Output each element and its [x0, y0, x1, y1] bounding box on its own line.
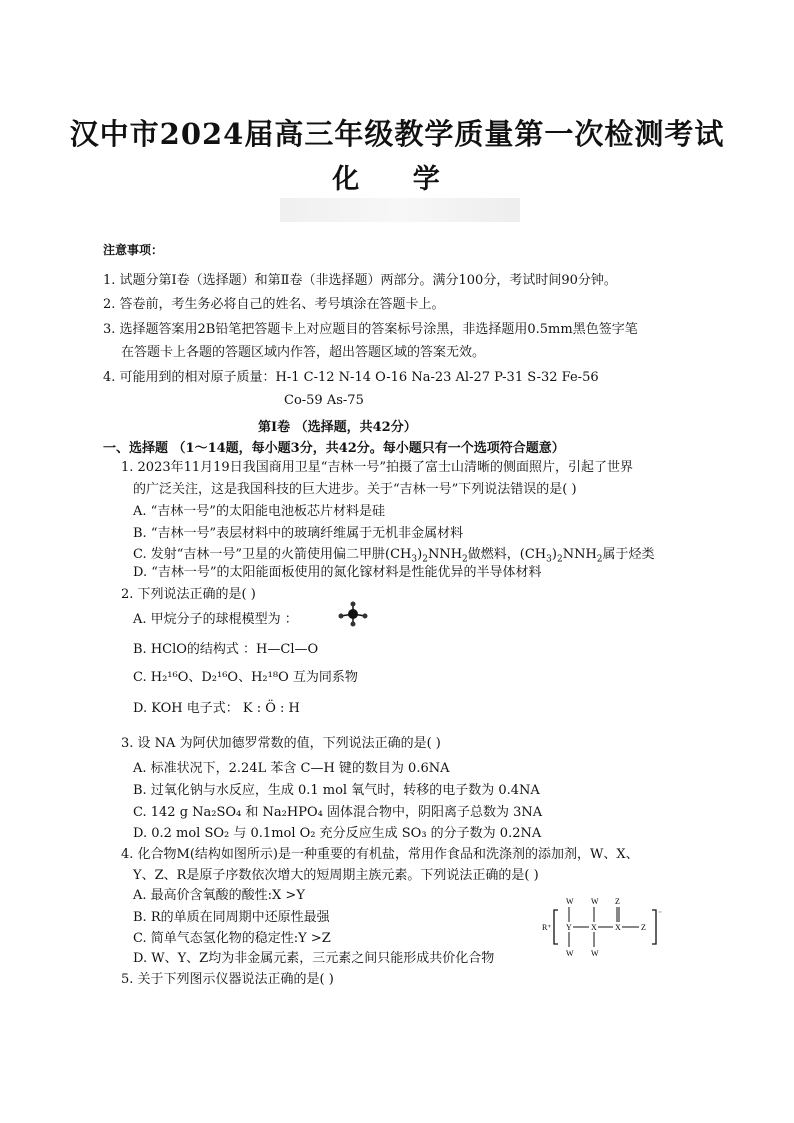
struct-w4: W [591, 949, 599, 958]
notice-item-4-cont: Co-59 As-75 [284, 393, 364, 408]
q3-option-c: C. 142 g Na₂SO₄ 和 Na₂HPO₄ 固体混合物中，阴阳离子总数为 3NA [133, 805, 543, 820]
struct-w2: W [591, 897, 599, 906]
exam-title: 汉中市2024届高三年级教学质量第一次检测考试 [69, 117, 725, 151]
q2-option-a: A. 甲烷分子的球棍模型为 ： [133, 612, 298, 627]
q4-stem-2: Y、Z、R是原子序数依次增大的短周期主族元素。下列说法正确的是( ) [133, 868, 539, 883]
notice-item-3: 3. 选择题答案用2B铅笔把答题卡上对应题目的答案标号涂黑，非选择题用0.5mm黑色签字笔 [103, 322, 638, 337]
notice-item-2: 2. 答卷前，考生务必将自己的姓名、考号填涂在答题卡上。 [103, 297, 445, 312]
notice-item-1: 1. 试题分第Ⅰ卷（选择题）和第Ⅱ卷（非选择题）两部分。满分100分，考试时间90分钟。 [103, 273, 617, 288]
struct-r: R⁺ [542, 923, 552, 932]
q2-stem: 2. 下列说法正确的是( ) [121, 587, 256, 602]
struct-w3: W [566, 949, 574, 958]
q1-stem-1: 1. 2023年11月19日我国商用卫星“吉林一号”拍摄了富士山清晰的侧面照片，引起了世界 [121, 460, 633, 475]
q2-option-b: B. HClO的结构式 ：H—Cl—O [133, 642, 319, 657]
q3-option-b: B. 过氧化钠与水反应，生成 0.1 mol 氧气时，转移的电子数为 0.4NA [133, 783, 540, 798]
q4-option-a: A. 最高价含氧酸的酸性:X >Y [133, 888, 305, 903]
notice-item-3-cont: 在答题卡上各题的答题区域内作答，超出答题区域的答案无效。 [121, 345, 486, 360]
q3-stem: 3. 设 NA 为阿伏加德罗常数的值，下列说法正确的是( ) [121, 736, 441, 751]
q1-option-a: A. “吉林一号”的太阳能电池板芯片材料是硅 [133, 504, 385, 519]
q1-option-b: B. “吉林一号”表层材料中的玻璃纤维属于无机非金属材料 [133, 526, 464, 541]
q4-option-d: D. W、Y、Z均为非金属元素，三元素之间只能形成共价化合物 [133, 951, 495, 966]
q4-option-c: C. 简单气态氢化物的稳定性:Y >Z [133, 931, 331, 946]
q3-option-a: A. 标准状况下，2.24L 苯含 C—H 键的数目为 0.6NA [133, 761, 450, 776]
subject-title: 化 学 [332, 164, 462, 195]
methane-ball-stick-model [333, 600, 373, 628]
q1-stem-2: 的广泛关注，这是我国科技的巨大进步。关于“吉林一号”下列说法错误的是( ) [133, 482, 577, 497]
q1-option-c: C. 发射“吉林一号”卫星的火箭使用偏二甲肼$(CH_3)_2NNH_2$做燃料，$(CH_3)_2NNH_2$属于烃类 [133, 547, 655, 565]
section-heading: 一、选择题 （1～14题，每小题3分，共42分。每小题只有一个选项符合题意） [103, 441, 565, 456]
q1-option-d: D. “吉林一号”的太阳能面板使用的氮化镓材料是性能优异的半导体材料 [133, 565, 542, 580]
struct-z2: Z [641, 923, 646, 932]
q4-option-b: B. R的单质在同周期中还原性最强 [133, 910, 330, 925]
struct-charge: ⁻ [658, 909, 663, 918]
q2-option-d: D. KOH 电子式： K : Ö : H [133, 701, 300, 716]
struct-x1: X [591, 923, 597, 932]
notice-item-4: 4. 可能用到的相对原子质量：H-1 C-12 N-14 O-16 Na-23 Al-27 P-31 S-32 Fe-56 [103, 370, 599, 385]
struct-z1: Z [615, 897, 620, 906]
compound-m-structure [540, 892, 670, 962]
struct-x2: X [615, 923, 621, 932]
q3-option-d: D. 0.2 mol SO₂ 与 0.1mol O₂ 充分反应生成 SO₃ 的分子数为 0.2NA [133, 826, 542, 841]
struct-w1: W [566, 897, 574, 906]
struct-y: Y [566, 923, 572, 932]
koh-electron-formula: K : Ö : H [242, 701, 300, 716]
q2-option-c: C. H₂¹⁶O、D₂¹⁶O、H₂¹⁸O 互为同系物 [133, 670, 358, 685]
part1-heading: 第Ⅰ卷 （选择题，共42分） [258, 420, 417, 435]
watermark [280, 198, 520, 222]
q5-stem: 5. 关于下列图示仪器说法正确的是( ) [121, 972, 334, 987]
notice-heading: 注意事项： [103, 243, 164, 257]
q4-stem-1: 4. 化合物M(结构如图所示)是一种重要的有机盐，常用作食品和洗涤剂的添加剂，W、X、 [121, 847, 639, 862]
